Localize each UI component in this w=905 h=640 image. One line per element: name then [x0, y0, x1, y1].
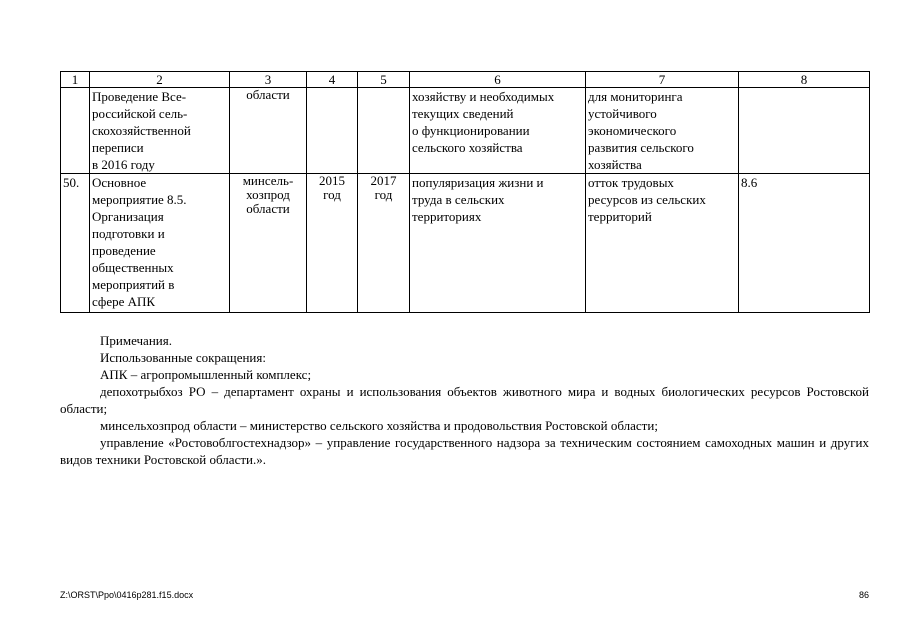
- cell-expected-result: хозяйству и необходимых текущих сведений о функционировании сельского хозяйства: [410, 88, 586, 174]
- notes-section: [60, 332, 869, 468]
- notes-title: Примечания.: [100, 333, 172, 348]
- cell-number: [61, 88, 90, 174]
- cell-activity: Основное мероприятие 8.5. Организация подготовки и проведение общественных мероприятий в сфере АПК: [90, 174, 230, 313]
- column-number-8: 8: [739, 72, 870, 88]
- table-row-50: [61, 174, 870, 313]
- cell-indicator: 8.6: [739, 174, 870, 313]
- column-number-4: 4: [307, 72, 358, 88]
- cell-start: [307, 88, 358, 174]
- table-row-continued: [61, 88, 870, 174]
- cell-executor: области: [230, 88, 307, 174]
- column-number-row: [61, 72, 870, 88]
- page-number: 86: [858, 590, 869, 600]
- cell-number: 50.: [61, 174, 90, 313]
- abbreviations-heading: Использованные сокращения:: [100, 350, 266, 365]
- cell-end: [358, 88, 410, 174]
- cell-expected-result: популяризация жизни и труда в сельских территориях: [410, 174, 586, 313]
- activities-table: [60, 71, 870, 313]
- column-number-6: 6: [410, 72, 586, 88]
- abbreviation-item: АПК – агропромышленный комплекс;: [100, 367, 312, 382]
- abbreviation-item: управление «Ростовоблгостехнадзор» – управление государственного надзора за техническим состоянием самоходных машин и других видов техники Ростовской области.».: [60, 435, 869, 467]
- footer-file-path: Z:\ORST\Ppo\0416p281.f15.docx: [60, 590, 194, 600]
- column-number-1: 1: [61, 72, 90, 88]
- column-number-7: 7: [586, 72, 739, 88]
- column-number-5: 5: [358, 72, 410, 88]
- cell-consequences: для мониторинга устойчивого экономического развития сельского хозяйства: [586, 88, 739, 174]
- abbreviation-item: депохотрыбхоз РО – департамент охраны и использования объектов животного мира и водных биологических ресурсов Ростовской области;: [60, 384, 869, 416]
- cell-end: 2017 год: [358, 174, 410, 313]
- cell-consequences: отток трудовых ресурсов из сельских территорий: [586, 174, 739, 313]
- column-number-3: 3: [230, 72, 307, 88]
- cell-activity: Проведение Все- российской сель- скохозяйственной переписи в 2016 году: [90, 88, 230, 174]
- cell-executor: минсель- хозпрод области: [230, 174, 307, 313]
- column-number-2: 2: [90, 72, 230, 88]
- abbreviation-item: минсельхозпрод области – министерство сельского хозяйства и продовольствия Ростовской области;: [100, 418, 658, 433]
- cell-start: 2015 год: [307, 174, 358, 313]
- cell-indicator: [739, 88, 870, 174]
